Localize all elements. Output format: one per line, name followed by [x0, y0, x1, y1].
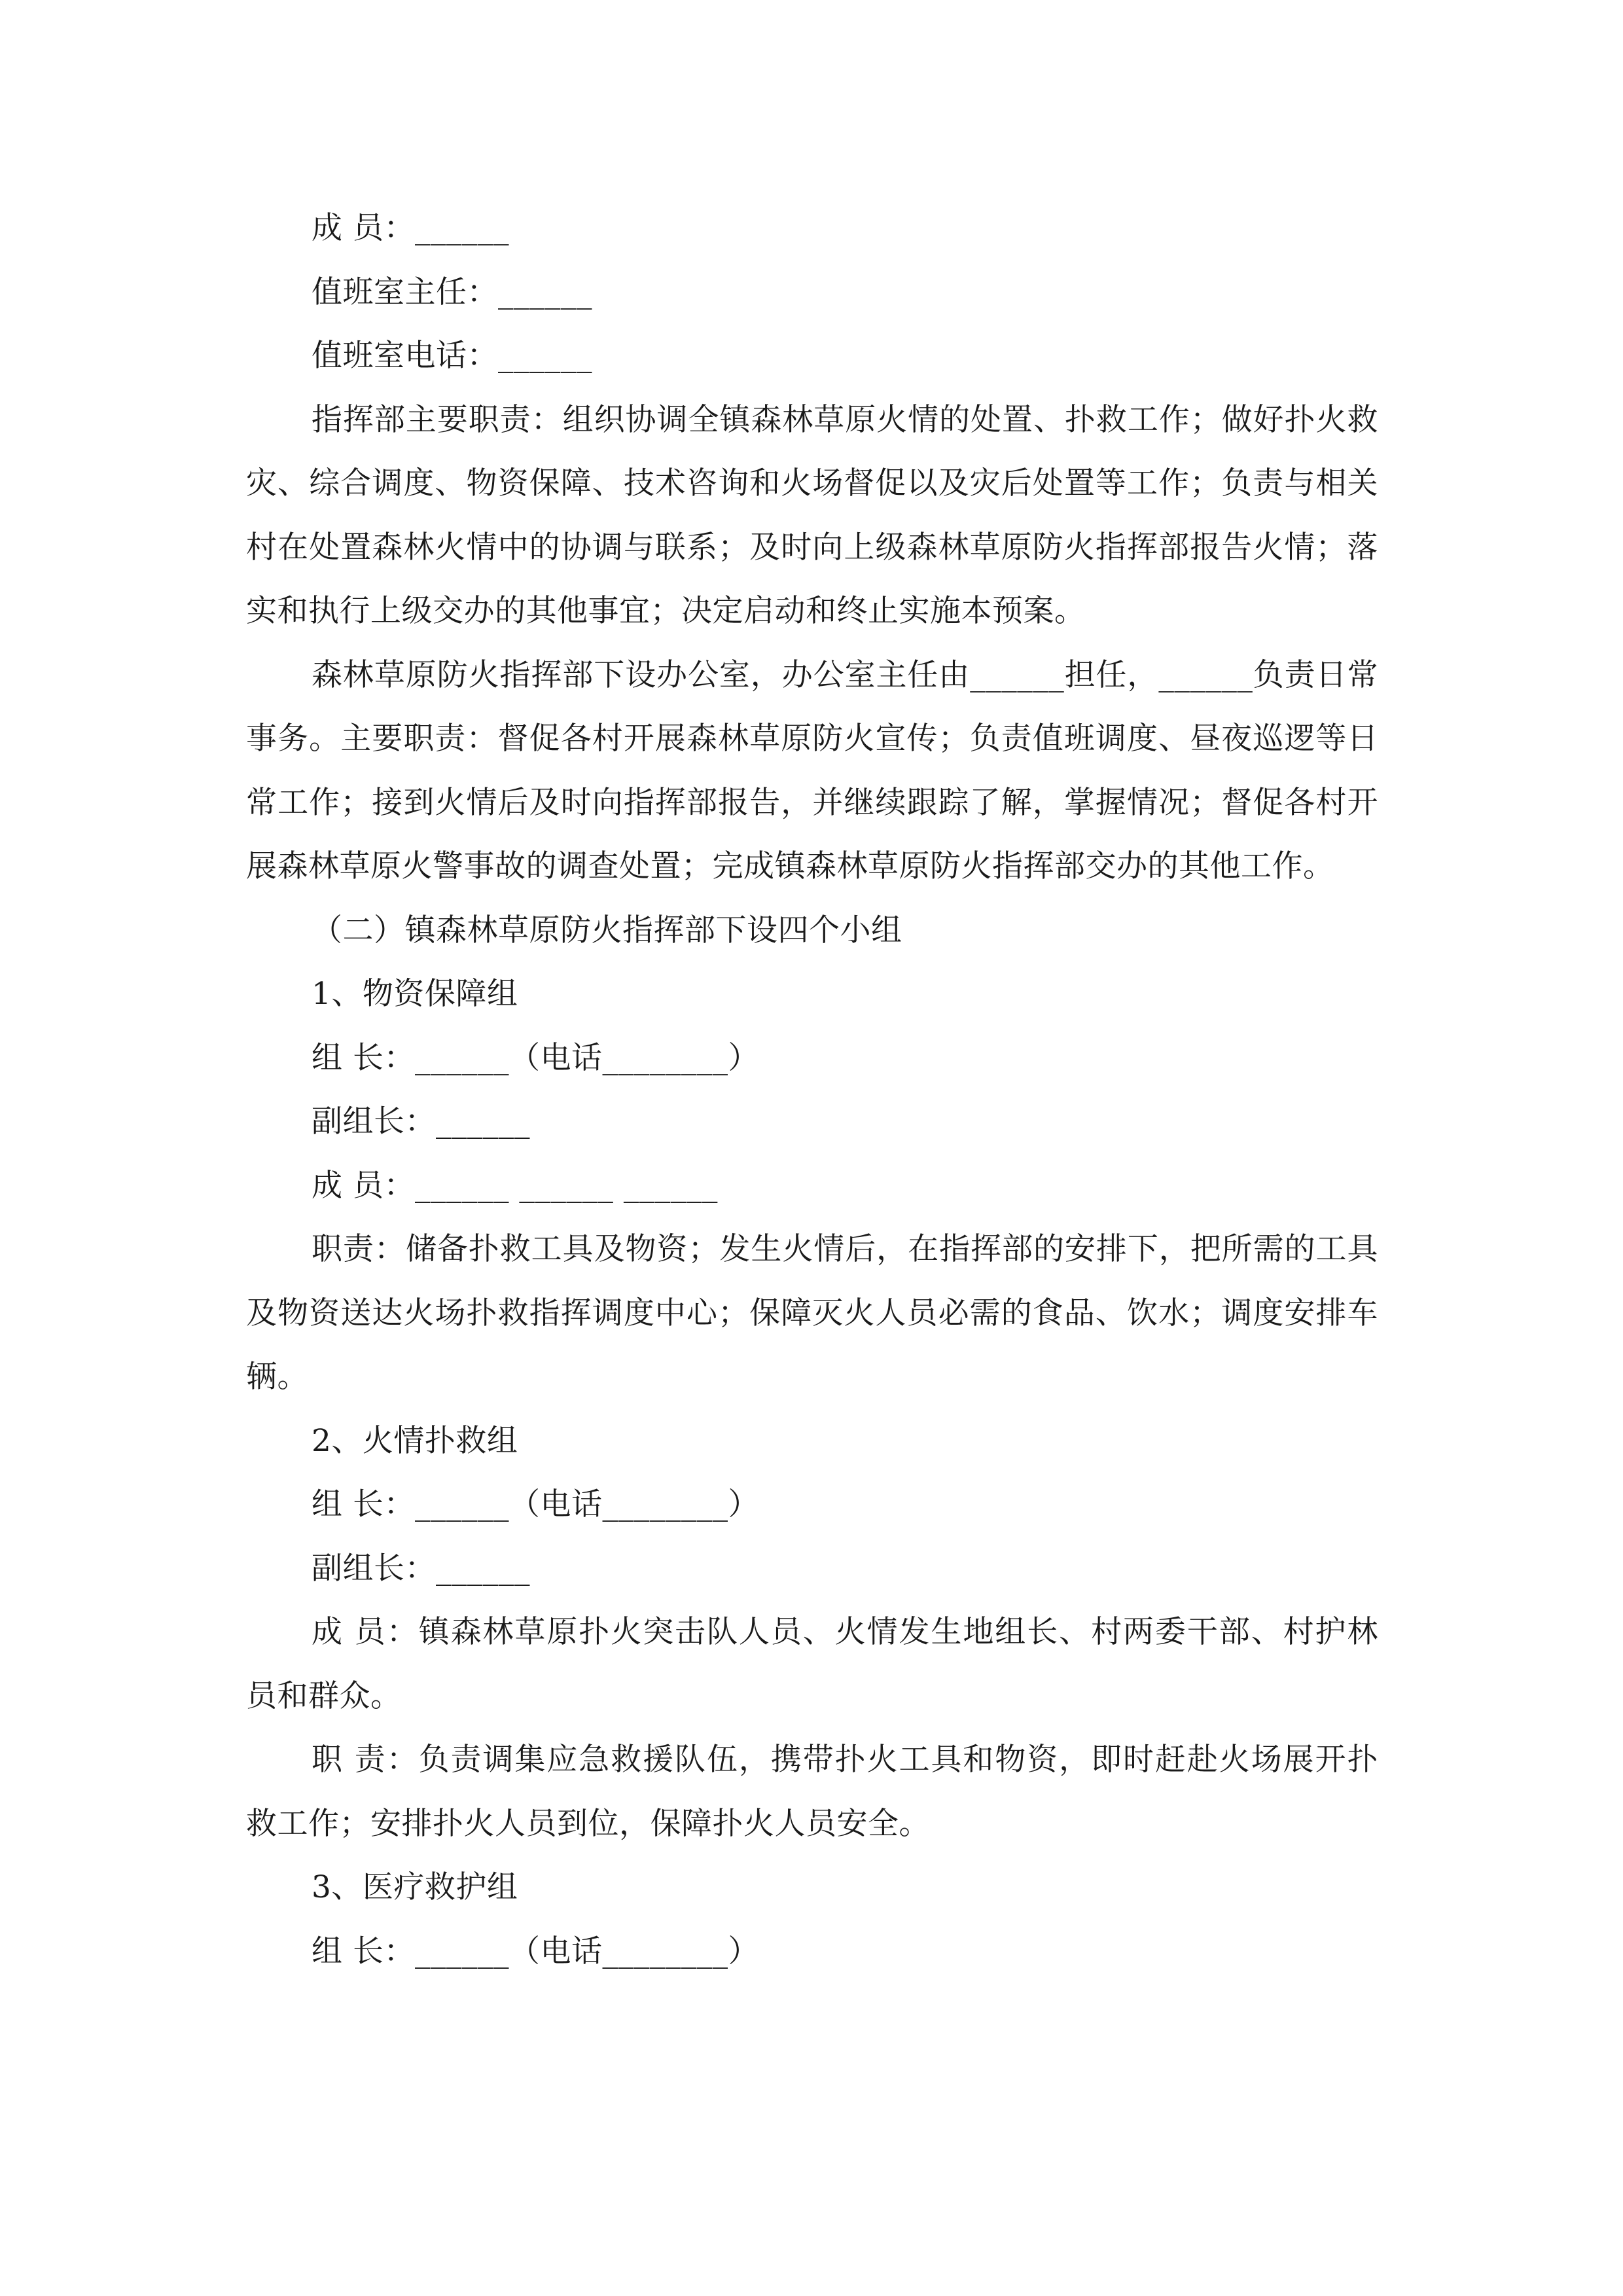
group1-title: 1、物资保障组 [312, 976, 518, 1012]
group1-duties: 职责：储备扑救工具及物资；发生火情后，在指挥部的安排下，把所需的工具及物资送达火场扑救指挥调度中心；保障灭火人员必需的食品、饮水；调度安排车辆。 [246, 1231, 1378, 1395]
group3-leader: 组 长：______（电话________） [312, 1933, 759, 1969]
line-member: 成 员：______ [312, 210, 509, 246]
group1-leader: 组 长：______（电话________） [312, 1039, 759, 1076]
group2-deputy: 副组长：______ [312, 1550, 530, 1587]
paragraph-hq-duties: 指挥部主要职责：组织协调全镇森林草原火情的处置、扑救工作；做好扑火救灾、综合调度、物资保障、技术咨询和火场督促以及灾后处置等工作；负责与相关村在处置森林火情中的协调与联系；及时向上级森林草原防火指挥部报告火情；落实和执行上级交办的其他事宜；决定启动和终止实施本预案。 [246, 401, 1378, 629]
section-heading-2: （二）镇森林草原防火指挥部下设四个小组 [312, 912, 902, 948]
line-duty-director: 值班室主任：______ [312, 274, 592, 310]
group2-leader: 组 长：______（电话________） [312, 1486, 759, 1522]
group2-members: 成 员：镇森林草原扑火突击队人员、火情发生地组长、村两委干部、村护林员和群众。 [246, 1614, 1378, 1714]
group2-title: 2、火情扑救组 [312, 1422, 518, 1459]
group2-duties: 职 责：负责调集应急救援队伍，携带扑火工具和物资，即时赶赴火场展开扑救工作；安排扑火人员到位，保障扑火人员安全。 [246, 1742, 1378, 1842]
group3-title: 3、医疗救护组 [312, 1869, 518, 1905]
line-duty-phone: 值班室电话：______ [312, 338, 592, 374]
group1-members: 成 员：______ ______ ______ [312, 1167, 718, 1204]
document-body [246, 196, 1378, 1983]
paragraph-office: 森林草原防火指挥部下设办公室，办公室主任由______担任，______负责日常事务。主要职责：督促各村开展森林草原防火宣传；负责值班调度、昼夜巡逻等日常工作；接到火情后及时向指挥部报告，并继续跟踪了解，掌握情况；督促各村开展森林草原火警事故的调查处置；完成镇森林草原防火指挥部交办的其他工作。 [246, 656, 1378, 884]
group1-deputy: 副组长：______ [312, 1103, 530, 1139]
